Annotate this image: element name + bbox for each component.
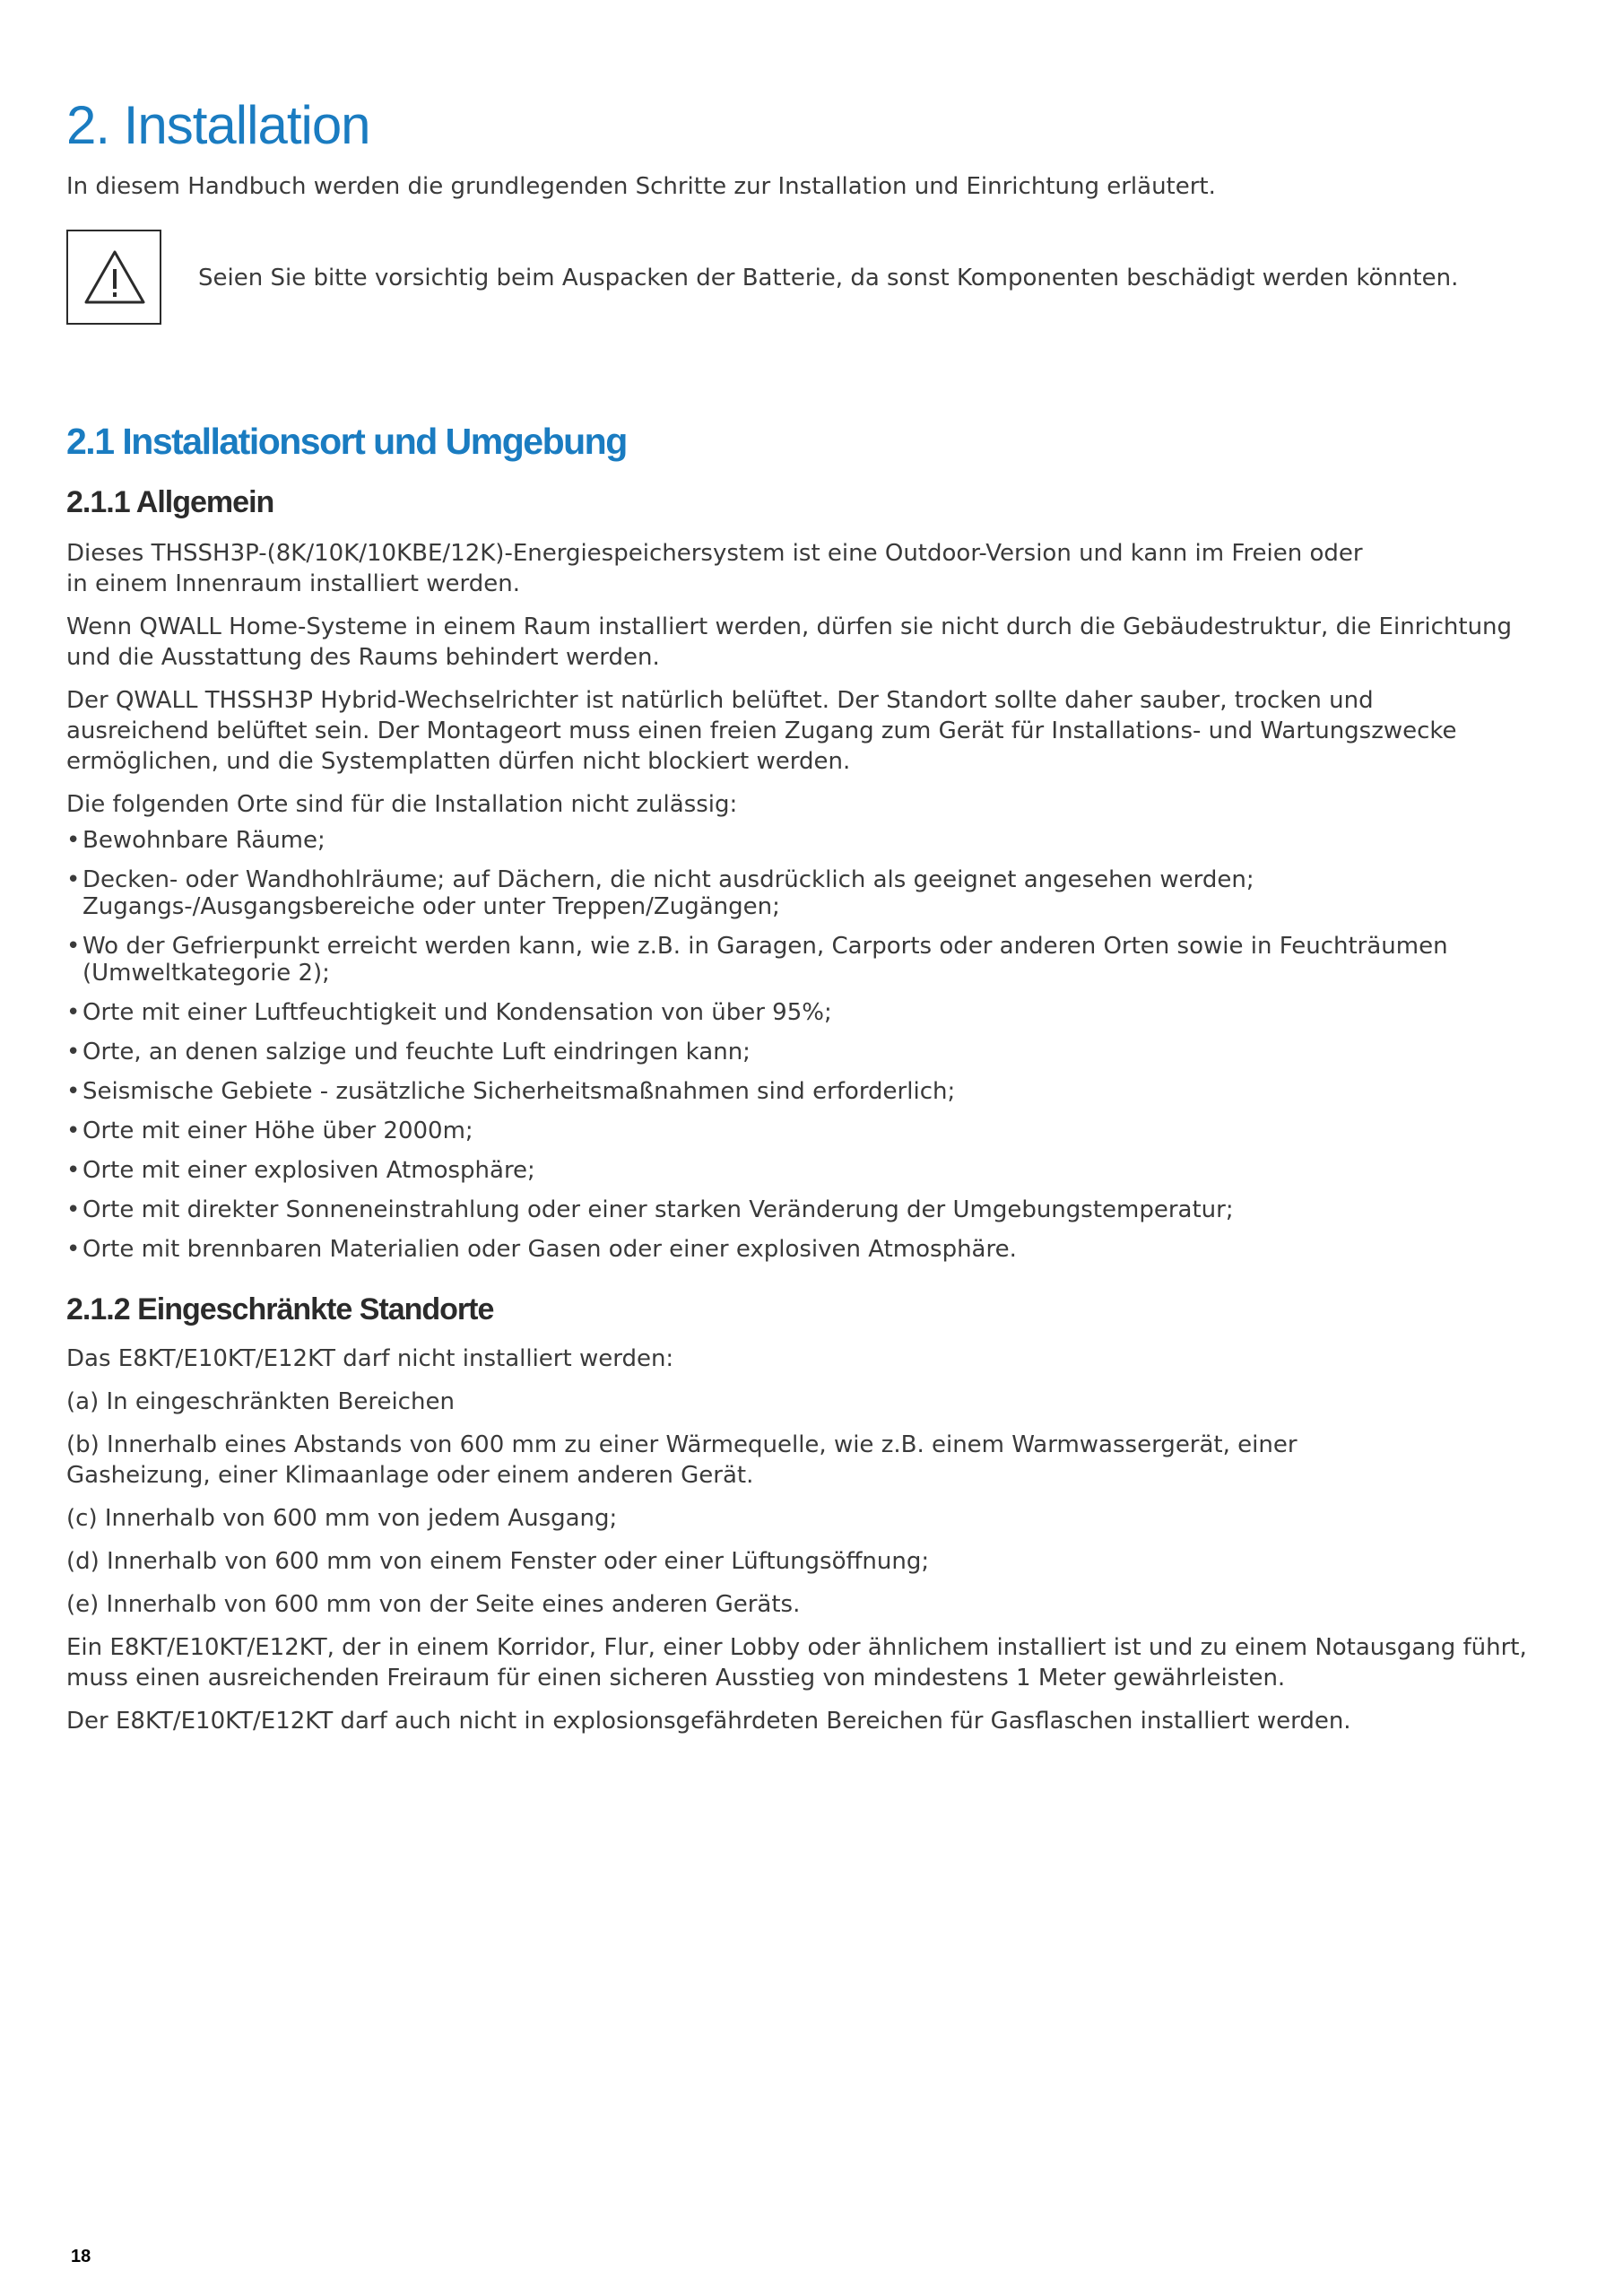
page-number: 18 — [71, 2247, 91, 2266]
subsection-heading-restricted: 2.1.2 Eingeschränkte Standorte — [66, 1292, 494, 1326]
subsection-heading-general: 2.1.1 Allgemein — [66, 485, 274, 519]
list-item: • Bewohnbare Räume; — [66, 827, 1537, 854]
paragraph: Ein E8KT/E10KT/E12KT, der in einem Korridor, Flur, einer Lobby oder ähnlichem installiert ist und zu einem Notausgang führt, muss einen ausreichenden Freiraum für einen sicheren Ausstieg von mindestens 1 Meter gewährleisten. — [66, 1634, 1527, 1692]
warning-triangle-icon — [83, 249, 146, 305]
paragraph: (d) Innerhalb von 600 mm von einem Fenster oder einer Lüftungsöffnung; — [66, 1548, 930, 1575]
prohibited-locations-list — [66, 827, 1537, 1263]
general-content — [66, 538, 1537, 1275]
list-item: • Wo der Gefrierpunkt erreicht werden kann, wie z.B. in Garagen, Carports oder anderen Orten sowie in Feuchträumen (Umweltkategorie 2); — [66, 933, 1463, 987]
paragraph: Der E8KT/E10KT/E12KT darf auch nicht in explosionsgefährdeten Bereichen für Gasflaschen installiert werden. — [66, 1708, 1351, 1735]
paragraph: Die folgenden Orte sind für die Installation nicht zulässig: — [66, 791, 738, 818]
list-item: • Seismische Gebiete - zusätzliche Sicherheitsmaßnahmen sind erforderlich; — [66, 1078, 1537, 1105]
list-item: • Decken- oder Wandhohlräume; auf Dächern, die nicht ausdrücklich als geeignet angesehen werden; Zugangs-/Ausgangsbereiche oder unter Treppen/Zugängen; — [66, 866, 1537, 920]
intro-text: In diesem Handbuch werden die grundlegenden Schritte zur Installation und Einrichtung erläutert. — [66, 173, 1216, 200]
list-item: • Orte mit brennbaren Materialien oder Gasen oder einer explosiven Atmosphäre. — [66, 1236, 1537, 1263]
warning-box — [66, 230, 161, 325]
section-heading: 2.1 Installationsort und Umgebung — [66, 421, 627, 462]
paragraph: Das E8KT/E10KT/E12KT darf nicht installiert werden: — [66, 1345, 674, 1372]
restricted-locations-content — [66, 1288, 1537, 1749]
list-item: • Orte mit einer Luftfeuchtigkeit und Kondensation von über 95%; — [66, 999, 1537, 1026]
paragraph: (c) Innerhalb von 600 mm von jedem Ausgang; — [66, 1505, 618, 1532]
paragraph: Wenn QWALL Home-Systeme in einem Raum installiert werden, dürfen sie nicht durch die Gebäudestruktur, die Einrichtung und die Ausstattung des Raums behindert werden. — [66, 613, 1513, 671]
paragraph: (b) Innerhalb eines Abstands von 600 mm zu einer Wärmequelle, wie z.B. einem Warmwassergerät, einer Gasheizung, einer Klimaanlage oder einem anderen Gerät. — [66, 1431, 1298, 1489]
paragraph: Der QWALL THSSH3P Hybrid-Wechselrichter ist natürlich belüftet. Der Standort sollte daher sauber, trocken und ausreichend belüftet sein. Der Montageort muss einen freien Zugang zum Gerät für Installations- und Wartungszwecke ermöglichen, und die Systemplatten dürfen nicht blockiert werden. — [66, 687, 1457, 775]
paragraph: (a) In eingeschränkten Bereichen — [66, 1388, 455, 1415]
list-item: • Orte mit direkter Sonneneinstrahlung oder einer starken Veränderung der Umgebungstemperatur; — [66, 1196, 1537, 1223]
list-item: • Orte mit einer explosiven Atmosphäre; — [66, 1157, 1537, 1184]
warning-text: Seien Sie bitte vorsichtig beim Auspacken der Batterie, da sonst Komponenten beschädigt werden könnten. — [198, 265, 1459, 291]
paragraph: (e) Innerhalb von 600 mm von der Seite eines anderen Geräts. — [66, 1591, 801, 1618]
list-item: • Orte, an denen salzige und feuchte Luft eindringen kann; — [66, 1039, 1537, 1065]
list-item: • Orte mit einer Höhe über 2000m; — [66, 1118, 1537, 1144]
paragraph: Dieses THSSH3P-(8K/10K/10KBE/12K)-Energiespeichersystem ist eine Outdoor-Version und kann im Freien oder in einem Innenraum installiert werden. — [66, 540, 1363, 597]
page-title: 2. Installation — [66, 95, 370, 155]
